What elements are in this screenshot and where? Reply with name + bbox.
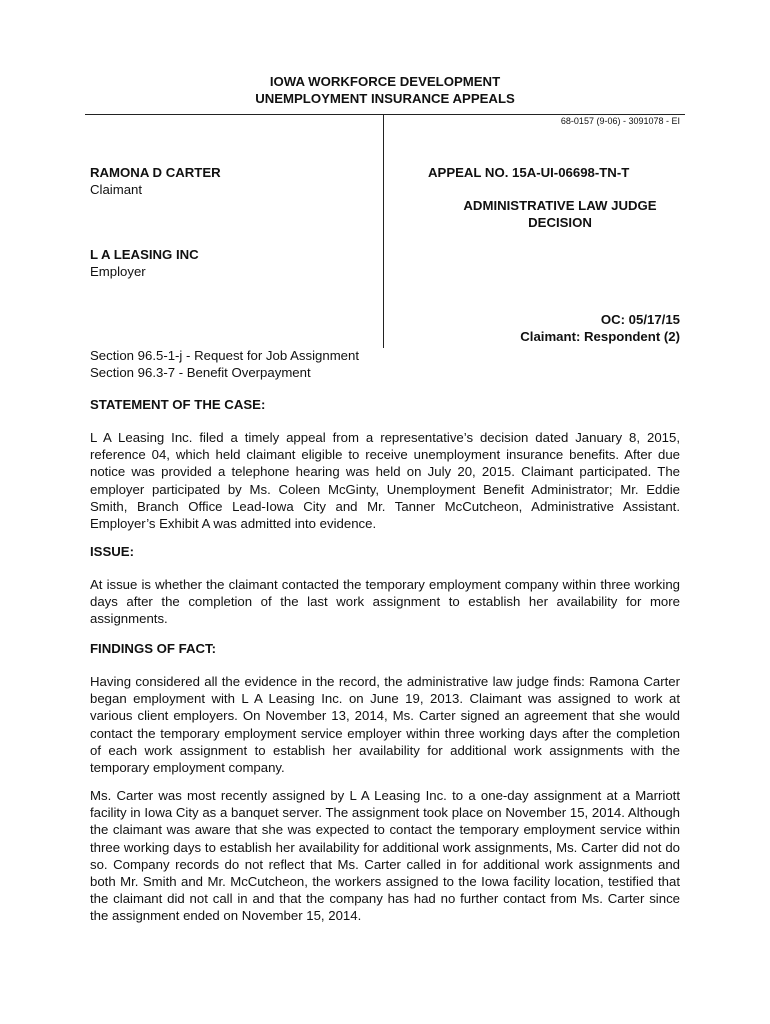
findings-heading: FINDINGS OF FACT: [90, 641, 217, 656]
agency-subtitle: UNEMPLOYMENT INSURANCE APPEALS [255, 91, 515, 106]
header-rule [85, 114, 685, 115]
findings-paragraph-2: Ms. Carter was most recently assigned by L A Leasing Inc. to a one-day assignment at a Marriott facility in Iowa City as a banquet server. The assignment took place on November 15, 2014. Although the claimant was aware that she was expected to contact the temporary employment service within three working days to establish her availability for additional work assignments, Ms. Carter did not do so. Company records do not reflect that Ms. Carter called in for additional work assignments and both Mr. Smith and Mr. McCutcheon, the workers assigned to the Iowa facility location, testified that the claimant did not call in and that the company has had no further contact from Ms. Carter since the assignment ended on November 15, 2014. [90, 788, 680, 924]
issue-heading: ISSUE: [90, 544, 134, 559]
claimant-status: Claimant: Respondent (2) [520, 329, 680, 344]
findings-paragraph-1: Having considered all the evidence in the record, the administrative law judge finds: Ramona Carter began employment with L A Leasing Inc. on June 19, 2013. Claimant was assigned to work at various client employers. On November 13, 2014, Ms. Carter signed an agreement that she would contact the temporary employment service employer within three working days after the completion of each work assignment to establish her availability for additional work assignments with the temporary employment company. [90, 674, 680, 776]
employer-name: L A LEASING INC [90, 247, 199, 262]
claimant-name: RAMONA D CARTER [90, 165, 221, 180]
issue-text: At issue is whether the claimant contacted the temporary employment company within three working days after the completion of the last work assignment to establish her availability for more assignments. [90, 577, 680, 627]
oc-date: OC: 05/17/15 [600, 312, 680, 327]
claimant-role: Claimant [90, 182, 143, 197]
appeal-number: APPEAL NO. 15A-UI-06698-TN-T [428, 165, 630, 180]
statement-text: L A Leasing Inc. filed a timely appeal from a representative’s decision dated January 8, 2015, reference 04, which held claimant eligible to receive unemployment insurance benefits. After due notice was provided a telephone hearing was held on July 20, 2015. Claimant participated. The employer participated by Ms. Coleen McGinty, Unemployment Benefit Administrator; Mr. Eddie Smith, Branch Office Lead-Iowa City and Mr. Tanner McCutcheon, Administrative Assistant. Employer’s Exhibit A was admitted into evidence. [90, 430, 680, 532]
employer-role: Employer [90, 264, 146, 279]
decision-title: ADMINISTRATIVE LAW JUDGE [463, 198, 657, 213]
section-ref-1: Section 96.5-1-j - Request for Job Assignment [90, 348, 360, 363]
statement-heading: STATEMENT OF THE CASE: [90, 397, 266, 412]
agency-title: IOWA WORKFORCE DEVELOPMENT [269, 74, 501, 89]
decision-subtitle: DECISION [528, 215, 592, 230]
section-ref-2: Section 96.3-7 - Benefit Overpayment [90, 365, 311, 380]
form-number: 68-0157 (9-06) - 3091078 - EI [560, 116, 680, 126]
column-divider [383, 114, 384, 348]
